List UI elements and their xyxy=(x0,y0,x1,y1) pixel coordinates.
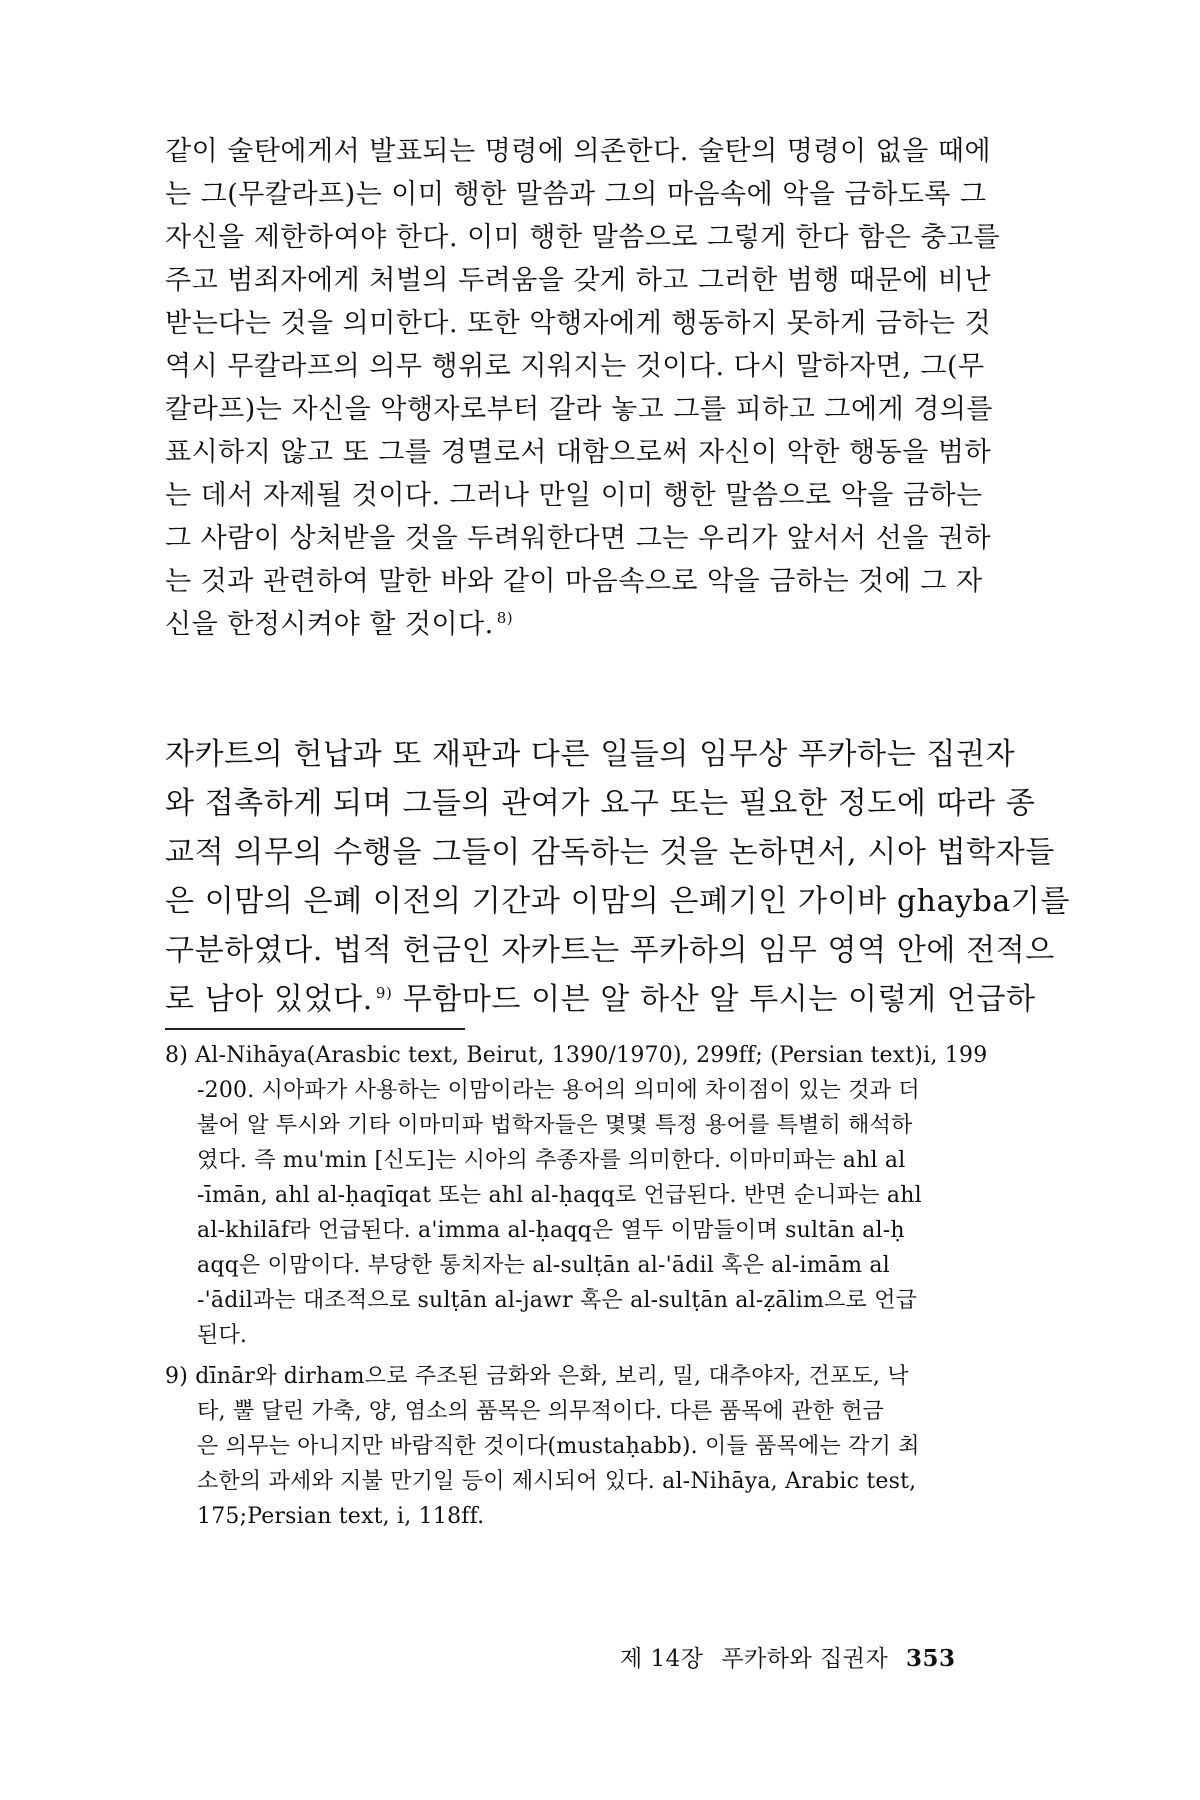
quoted-passage xyxy=(165,130,1025,646)
quote-line: 는 그(무칼라프)는 이미 행한 말씀과 그의 마음속에 악을 금하도록 그 xyxy=(165,179,987,210)
quote-line: 받는다는 것을 의미한다. 또한 악행자에게 행동하지 못하게 금하는 것 xyxy=(165,308,992,339)
quote-line: 자신을 제한하여야 한다. 이미 행한 말씀으로 그렇게 한다 함은 충고를 xyxy=(165,222,1001,253)
footnote-line: 불어 알 투시와 기타 이마미파 법학자들은 몇몇 특정 용어를 특별히 해석하 xyxy=(197,1113,913,1138)
footnote-text: Al-Nihāya(Arasbic text, Beirut, 1390/1970), 299ff; (Persian text)i, 199 xyxy=(195,1043,988,1068)
footnote-line: 였다. 즉 mu'min [신도]는 시아의 추종자를 의미한다. 이마미파는 ahl al xyxy=(197,1148,906,1173)
footnote-line: aqq은 이맘이다. 부당한 통치자는 al-sulṭān al-'ādil 혹은 al-imām al xyxy=(197,1253,890,1278)
quote-line: 는 것과 관련하여 말한 바와 같이 마음속으로 악을 금하는 것에 그 자 xyxy=(165,566,983,597)
footnote-line: 175;Persian text, i, 118ff. xyxy=(197,1504,485,1529)
footnotes xyxy=(165,1038,1025,1534)
footnote-line: -200. 시아파가 사용하는 이맘이라는 용어의 의미에 차이점이 있는 것과 더 xyxy=(197,1078,920,1103)
quote-line: 그 사람이 상처받을 것을 두려워한다면 그는 우리가 앞서서 선을 권하 xyxy=(165,523,992,554)
footnote-line: -īmān, ahl al-ḥaqīqat 또는 ahl al-ḥaqq로 언급된다. 반면 순니파는 ahl xyxy=(197,1183,922,1208)
footnote-ref-8: 8) xyxy=(496,609,514,627)
body-line-text: 무함마드 이븐 알 하산 알 투시는 이렇게 언급하 xyxy=(402,982,1036,1017)
footnote-divider xyxy=(165,1028,465,1030)
quote-line-text: 신을 한정시켜야 할 것이다. xyxy=(165,609,494,640)
body-line: 구분하였다. 법적 헌금인 자카트는 푸카하의 임무 영역 안에 전적으 xyxy=(165,933,1055,968)
footnote-9-first-line xyxy=(165,1359,1025,1394)
footnote-text: dīnār와 dirham으로 주조된 금화와 은화, 보리, 밀, 대추야자, 건포도, 낙 xyxy=(195,1364,909,1389)
footnote-ref-9: 9) xyxy=(375,984,393,1002)
footnote-line: 은 의무는 아니지만 바람직한 것이다(mustaḥabb). 이들 품목에는 각기 최 xyxy=(197,1434,920,1459)
body-line: 자카트의 헌납과 또 재판과 다른 일들의 임무상 푸카하는 집권자 xyxy=(165,737,1016,772)
body-line: 은 이맘의 은폐 이전의 기간과 이맘의 은폐기인 가이바 ghayba기를 xyxy=(165,884,1071,919)
body-line-with-ref xyxy=(165,975,1036,1024)
quote-line-last xyxy=(165,603,1025,646)
body-paragraph xyxy=(165,730,1071,1024)
footnote-number: 8) xyxy=(165,1043,188,1068)
page-footer xyxy=(620,1640,1000,1673)
footnote-line: 된다. xyxy=(197,1323,248,1348)
quote-line: 는 데서 자제될 것이다. 그러나 만일 이미 행한 말씀으로 악을 금하는 xyxy=(165,480,983,511)
chapter-title: 푸카하와 집권자 xyxy=(721,1646,889,1672)
footnote-line: 소한의 과세와 지불 만기일 등이 제시되어 있다. al-Nihāya, Arabic test, xyxy=(197,1469,917,1494)
footnote-line: al-khilāf라 언급된다. a'imma al-ḥaqq은 열두 이맘들이며 sultān al-ḥ xyxy=(197,1218,905,1243)
quote-line: 칼라프)는 자신을 악행자로부터 갈라 놓고 그를 피하고 그에게 경의를 xyxy=(165,394,993,425)
quote-line: 주고 범죄자에게 처벌의 두려움을 갖게 하고 그러한 범행 때문에 비난 xyxy=(165,265,992,296)
quote-line: 같이 술탄에게서 발표되는 명령에 의존한다. 술탄의 명령이 없을 때에 xyxy=(165,136,992,167)
quote-line: 역시 무칼라프의 의무 행위로 지워지는 것이다. 다시 말하자면, 그(무 xyxy=(165,351,985,382)
page-number: 353 xyxy=(905,1645,956,1672)
footnote-line: -'ādil과는 대조적으로 sulṭān al-jawr 혹은 al-sulṭān al-ẓālim으로 언급 xyxy=(197,1288,918,1313)
chapter-number: 제 14장 xyxy=(620,1646,704,1672)
body-line: 교적 의무의 수행을 그들이 감독하는 것을 논하면서, 시아 법학자들 xyxy=(165,835,1055,870)
quote-line: 표시하지 않고 또 그를 경멸로서 대함으로써 자신이 악한 행동을 범하 xyxy=(165,437,992,468)
footnote-line: 타, 뿔 달린 가축, 양, 염소의 품목은 의무적이다. 다른 품목에 관한 헌금 xyxy=(197,1399,885,1424)
footnote-number: 9) xyxy=(165,1364,188,1389)
body-line: 와 접촉하게 되며 그들의 관여가 요구 또는 필요한 정도에 따라 종 xyxy=(165,786,1036,821)
footnote-8-first-line xyxy=(165,1038,1025,1073)
body-line-text: 로 남아 있었다. xyxy=(165,982,373,1017)
